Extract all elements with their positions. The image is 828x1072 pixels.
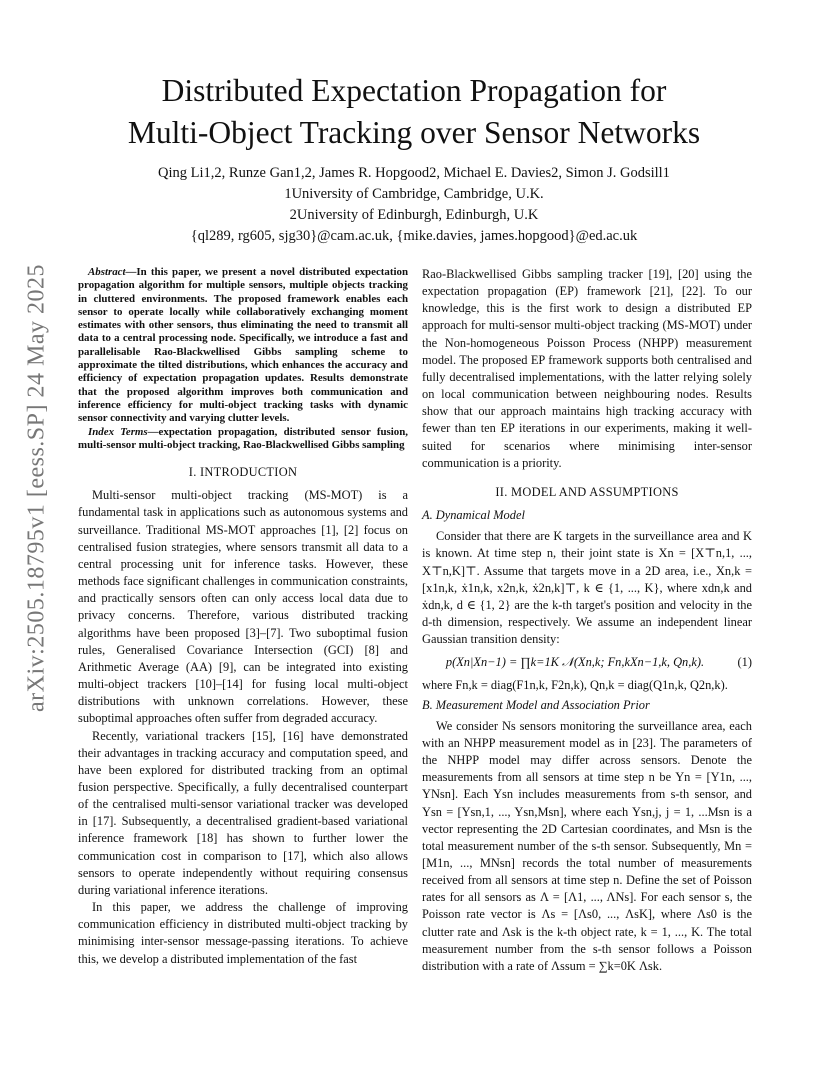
measurement-model-paragraph: We consider Ns sensors monitoring the surveillance area, each with an NHPP measurement model as in [23]. The parameters of the NHPP model may differ across sensors. Denote the measurements from all sensors at time step n be Yn = [Y1n, ..., YNsn]. Each Ysn includes measurements from s-th sensor, and Ysn = [Ysn,1, ..., Ysn,Msn], where each Ysn,j, j = 1, ...Msn is a vector representing the 2D Cartesian coordinates, and Msn is the total measurement number of the s-th sensor. Subsequently, Mn = [M1n, ..., MNsn] records the total number of measurements received from all sensors at time step n. Define the set of Poisson rates for all sensors as Λ = [Λ1, ..., ΛNs]. For each sensor s, the Poisson rate vector is Λs = [Λs0, ..., ΛsK], where Λs0 is the clutter rate and Λsk is the k-th object rate, k = 1, ..., K. The total measurement number from the s-th sensor follows a Poisson distribution with a rate of Λssum = ∑k=0K Λsk. <box>422 718 752 973</box>
section-heading-model: II. MODEL AND ASSUMPTIONS <box>495 484 679 499</box>
equation-1-number: (1) <box>737 655 752 670</box>
affiliation-2: 2University of Edinburgh, Edinburgh, U.K <box>289 207 539 223</box>
section-heading-introduction: I. INTRODUCTION <box>188 465 298 480</box>
index-terms-text: —expectation propagation, distributed sensor fusion, multi-sensor multi-object tracking, Rao-Blackwellised Gibbs sampling <box>78 425 408 451</box>
author-block <box>80 163 748 247</box>
author-emails: {ql289, rg605, sjg30}@cam.ac.uk, {mike.davies, james.hopgood}@ed.ac.uk <box>190 228 638 244</box>
index-terms-label: Index Terms <box>88 425 148 438</box>
abstract <box>78 266 408 452</box>
intro-paragraph-1: Multi-sensor multi-object tracking (MS-MOT) is a fundamental task in applications such as autonomous systems and surveillance. Traditional MS-MOT approaches [1], [2] focus on centralised fusion strategies, where sensors transmit all data to a central processing unit for inference tasks. However, these methods face significant challenges in communication constraints, and practically sensors often can only access local data due to privacy concerns. Therefore, various distributed tracking algorithms have been proposed [3]–[7]. Two suboptimal fusion rules, Generalised Covariance Intersection (GCI) [8] and Arithmetic Average (AA) [9], can be integrated into existing multi-object trackers [10]–[14] for fusing local multi-object distributions with unknown correlations. However, these suboptimal approaches often suffer from degraded accuracy. <box>78 488 408 726</box>
title-line-1: Distributed Expectation Propagation for <box>161 73 667 108</box>
title-line-2: Multi-Object Tracking over Sensor Networks <box>127 115 701 150</box>
intro-continued-paragraph: Rao-Blackwellised Gibbs sampling tracker [19], [20] using the expectation propagation (EP) framework [21], [22]. To our knowledge, this is the first work to design a distributed EP approach for multi-sensor multi-object tracking (MS-MOT) under the Non-homogeneous Poisson Process (NHPP) measurement model. The proposed EP framework supports both centralised and fully decentralised implementations, with the latter relying solely on local communication between neighbouring nodes. Results show that our approach maintains high tracking accuracy with fewer than ten EP iterations in our experiments, making it well-suited for scenarios where minimising inter-sensor communication is a priority. <box>422 267 752 470</box>
paper-title <box>80 70 748 154</box>
equation-1 <box>422 654 752 671</box>
dynamical-model-paragraph: Consider that there are K targets in the surveillance area and K is known. At time step n, their joint state is Xn = [X⊤n,1, ..., X⊤n,K]⊤. Assume that targets move in a 2D area, i.e., Xn,k = [x1n,k, ẋ1n,k, x2n,k, ẋ2n,k]⊤, k ∈ {1, ..., K}, where xdn,k and ẋdn,k, d ∈ {1, 2} are the k-th target's position and velocity in the d-th dimension, respectively. We assume an independent linear Gaussian transition density: <box>422 529 752 647</box>
equation-1-where: where Fn,k = diag(F1n,k, F2n,k), Qn,k = diag(Q1n,k, Q2n,k). <box>422 678 728 693</box>
intro-paragraph-2: Recently, variational trackers [15], [16] have demonstrated their advantages in tracking accuracy and computation speed, and have been explored for distributed tracking from an optimal fusion perspective. Specifically, a fully decentralised counterpart of the centralised multi-sensor variational tracker was developed in [17]. Subsequently, a decentralised gradient-based variational inference framework [18] has shown to further lower the communication cost in comparison to [17], which also allows sensors to operate independently without requiring consensus during variational inference iterations. <box>78 728 408 897</box>
equation-1-body: p(Xn|Xn−1) = ∏k=1K 𝒩(Xn,k; Fn,kXn−1,k, Qn,k). <box>445 655 705 670</box>
affiliation-1: 1University of Cambridge, Cambridge, U.K. <box>284 186 544 202</box>
subsection-dynamical-model: A. Dynamical Model <box>422 508 525 523</box>
author-list: Qing Li1,2, Runze Gan1,2, James R. Hopgood2, Michael E. Davies2, Simon J. Godsill1 <box>158 165 670 181</box>
intro-paragraph-3: In this paper, we address the challenge of improving communication efficiency in distributed multi-object tracking by minimising inter-sensor message-passing iterations. To achieve this, we develop a distributed implementation of the fast <box>78 900 408 966</box>
abstract-label: Abstract <box>88 266 126 278</box>
right-column <box>422 266 752 975</box>
left-column <box>78 266 408 968</box>
subsection-measurement-model: B. Measurement Model and Association Prior <box>422 697 650 712</box>
abstract-text: —In this paper, we present a novel distributed expectation propagation algorithm for multiple sensors, multiple objects tracking in cluttered environments. The proposed framework enables each sensor to operate locally while collaboratively exchanging moment estimates with other sensors, thus eliminating the need to transmit all data to a central processing node. Specifically, we introduce a fast and parallelisable Rao-Blackwellised Gibbs sampling scheme to approximate the tilted distributions, which enhances the accuracy and efficiency of expectation propagation updates. Results demonstrate that the proposed algorithm improves both communication and inference efficiency for multi-object tracking tasks with dynamic sensor connectivity and varying clutter levels. <box>78 266 408 425</box>
arxiv-stamp: arXiv:2505.18795v1 [eess.SP] 24 May 2025 <box>23 264 50 712</box>
